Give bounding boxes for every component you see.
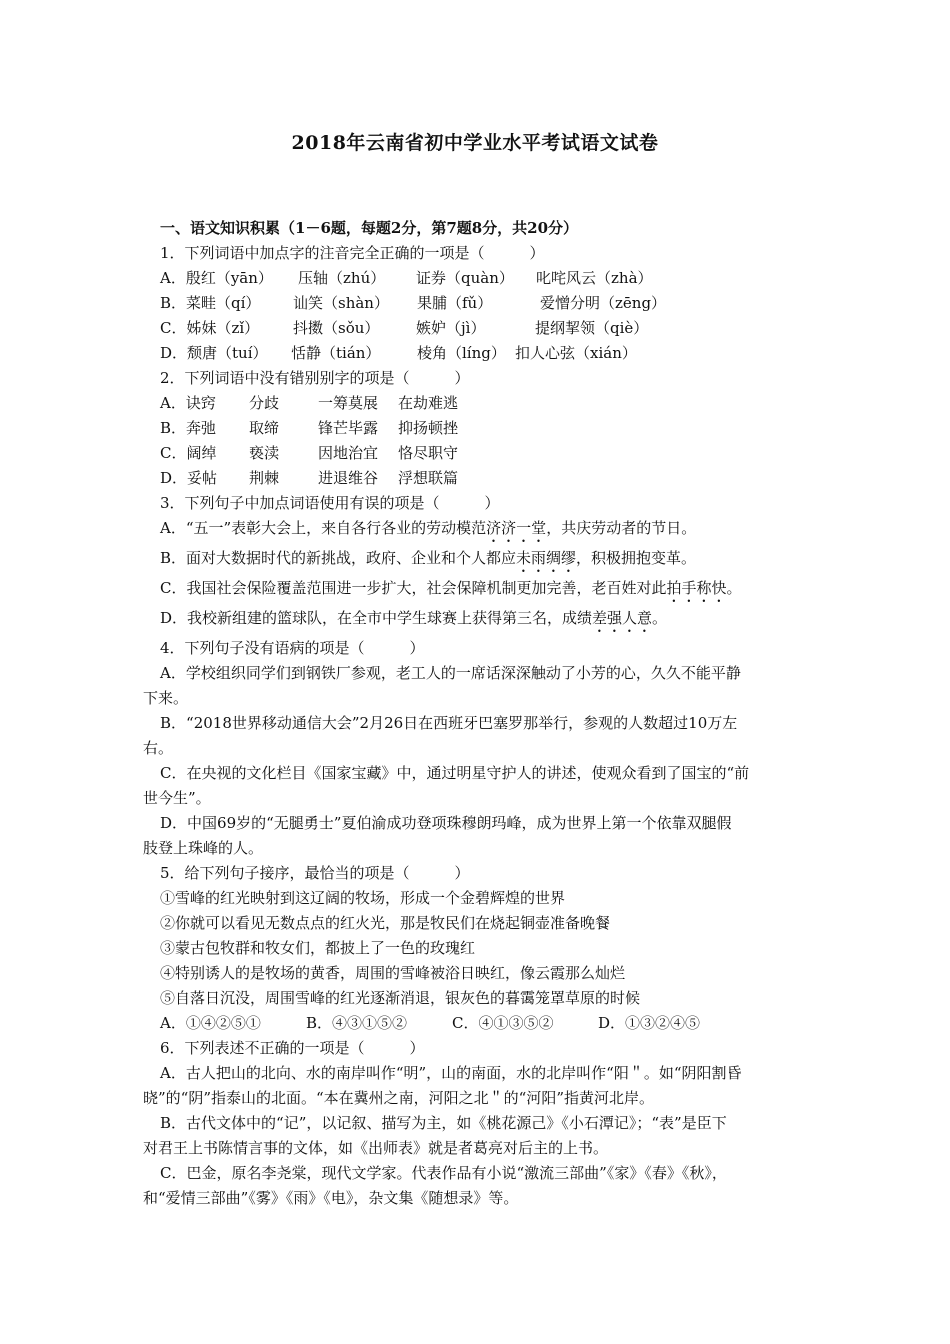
option-text: 。 [726, 579, 742, 597]
question-4-option-d: D．中国69岁的“无腿勇士”夏伯渝成功登项珠穆朗玛峰，成为世界上第一个依靠双腿假 [160, 814, 732, 832]
option-cell: 在劫难逃 [398, 394, 459, 412]
question-5-sentence-1: ①雪峰的红光映射到这辽阔的牧场，形成一个金碧辉煌的世界 [160, 889, 566, 907]
option-cell: 抖擞（sǒu） [293, 319, 380, 337]
question-6-option-c-cont: 和“爱情三部曲”《雾》《雨》《电》，杂文集《随想录》等。 [143, 1189, 519, 1207]
emphasized-phrase: 济济一堂 [486, 519, 547, 537]
option-cell: 讪笑（shàn） [293, 294, 389, 312]
option-cell: 一筹莫展 [318, 394, 379, 412]
option-cell: 提纲挈领（qiè） [535, 319, 649, 337]
emphasized-phrase: 差强人意 [592, 609, 653, 627]
option-cell: 取缔 [249, 419, 280, 437]
question-5-sentence-5: ⑤自落日沉没，周围雪峰的红光逐渐消退，银灰色的暮霭笼罩草原的时候 [160, 989, 641, 1007]
option-cell: 压轴（zhú） [298, 269, 386, 287]
question-6-option-a-cont: 晓”的“阴”指泰山的北面。“本在冀州之南，河阳之北＂的“河阳”指黄河北岸。 [143, 1089, 655, 1107]
emphasized-phrase: 未雨绸缪 [516, 549, 577, 567]
option-text: C．我国社会保险覆盖范围进一步扩大，社会保障机制更加完善，老百姓对此 [160, 579, 667, 597]
option-cell: D．妥帖 [160, 469, 218, 487]
question-4-option-c-cont: 世今生”。 [143, 789, 211, 807]
question-4-option-a: A．学校组织同学们到钢铁厂参观，老工人的一席话深深触动了小芳的心，久久不能平静 [160, 664, 741, 682]
option-cell: A．殷红（yān） [160, 269, 273, 287]
question-6-option-c: C．巴金，原名李尧棠，现代文学家。代表作品有小说“激流三部曲”《家》《春》《秋》， [160, 1164, 727, 1182]
question-6-option-b-cont: 对君王上书陈情言事的文体，如《出师表》就是者葛亮对后主的上书。 [143, 1139, 609, 1157]
option-cell: 荆棘 [249, 469, 280, 487]
question-6-option-b: B．古代文体中的“记”，以记叙、描写为主，如《桃花源己》《小石潭记》；“表”是臣下 [160, 1114, 727, 1132]
option-cell: B．菜畦（qí） [160, 294, 261, 312]
option-cell: A．①④②⑤① [160, 1014, 261, 1032]
question-5-stem: 5．给下列句子接序，最恰当的项是（ ） [160, 864, 470, 882]
page-title: 2018年云南省初中学业水平考试语文试卷 [291, 132, 659, 154]
option-cell: 叱咤风云（zhà） [536, 269, 653, 287]
option-cell: 恬静（tián） [291, 344, 381, 362]
question-5-sentence-4: ④特别诱人的是牧场的黄香，周围的雪峰被浴日映红，像云霞那么灿烂 [160, 964, 626, 982]
option-cell: 扣人心弦（xián） [515, 344, 637, 362]
section-heading: 一、语文知识积累（1－6题，每题2分，第7题8分，共20分） [160, 219, 579, 237]
question-6-option-a: A．古人把山的北向、水的南岸叫作“明”，山的南面，水的北岸叫作“阳＂。如“阴阳割昏 [160, 1064, 742, 1082]
question-4-option-b: B．“2018世界移动通信大会”2月26日在西班牙巴塞罗那举行，参观的人数超过10万左 [160, 714, 738, 732]
option-cell: 棱角（líng） [417, 344, 506, 362]
question-5-sentence-3: ③蒙古包牧群和牧女们，都披上了一色的玫瑰红 [160, 939, 476, 957]
option-cell: B．奔弛 [160, 419, 217, 437]
option-cell: 因地治宜 [318, 444, 379, 462]
question-4-option-c: C．在央视的文化栏目《国家宝藏》中，通过明星守护人的讲述，使观众看到了国宝的“前 [160, 764, 750, 782]
option-cell: 爱憎分明（zēng） [540, 294, 667, 312]
option-cell: 分歧 [249, 394, 280, 412]
question-4-stem: 4．下列句子没有语病的项是（ ） [160, 639, 425, 657]
question-4-option-d-cont: 肢登上珠峰的人。 [143, 839, 264, 857]
question-3-option-b [160, 548, 696, 576]
question-3-option-c [160, 578, 742, 606]
question-4-option-a-cont: 下来。 [143, 689, 189, 707]
question-6-stem: 6．下列表述不正确的一项是（ ） [160, 1039, 425, 1057]
option-cell: 恪尽职守 [398, 444, 459, 462]
option-cell: 锋芒毕露 [318, 419, 379, 437]
option-cell: 果脯（fǔ） [417, 294, 493, 312]
option-cell: B．④③①⑤② [306, 1014, 408, 1032]
question-3-option-a [160, 518, 696, 546]
question-2-stem: 2．下列词语中没有错别别字的项是（ ） [160, 369, 470, 387]
question-5-sentence-2: ②你就可以看见无数点点的红火光，那是牧民们在烧起铜壶准备晚餐 [160, 914, 611, 932]
option-cell: 抑扬顿挫 [398, 419, 459, 437]
option-cell: 进退维谷 [318, 469, 379, 487]
question-4-option-b-cont: 右。 [143, 739, 174, 757]
option-text: D．我校新组建的篮球队，在全市中学生球赛上获得第三名，成绩 [160, 609, 593, 627]
option-cell: C．姊妹（zǐ） [160, 319, 260, 337]
option-cell: 浮想联篇 [398, 469, 459, 487]
emphasized-phrase: 拍手称快 [666, 579, 727, 597]
option-cell: A．诀窍 [160, 394, 216, 412]
option-text: 。 [652, 609, 668, 627]
option-cell: 嫉妒（jì） [416, 319, 486, 337]
question-1-stem: 1．下列词语中加点字的注音完全正确的一项是（ ） [160, 244, 545, 262]
option-cell: D．颓唐（tuí） [160, 344, 268, 362]
option-text: ，积极拥抱变革。 [576, 549, 697, 567]
option-cell: C．④①③⑤② [452, 1014, 554, 1032]
option-text: B．面对大数据时代的新挑战，政府、企业和个人都应 [160, 549, 517, 567]
option-text: ，共庆劳动者的节日。 [546, 519, 697, 537]
option-text: A．“五一”表彰大会上，来自各行各业的劳动模范 [160, 519, 487, 537]
option-cell: 亵渎 [249, 444, 280, 462]
option-cell: 证券（quàn） [416, 269, 514, 287]
option-cell: D．①③②④⑤ [598, 1014, 701, 1032]
question-3-option-d [160, 608, 667, 636]
option-cell: C．阔绰 [160, 444, 217, 462]
question-3-stem: 3．下列句子中加点词语使用有误的项是（ ） [160, 494, 500, 512]
